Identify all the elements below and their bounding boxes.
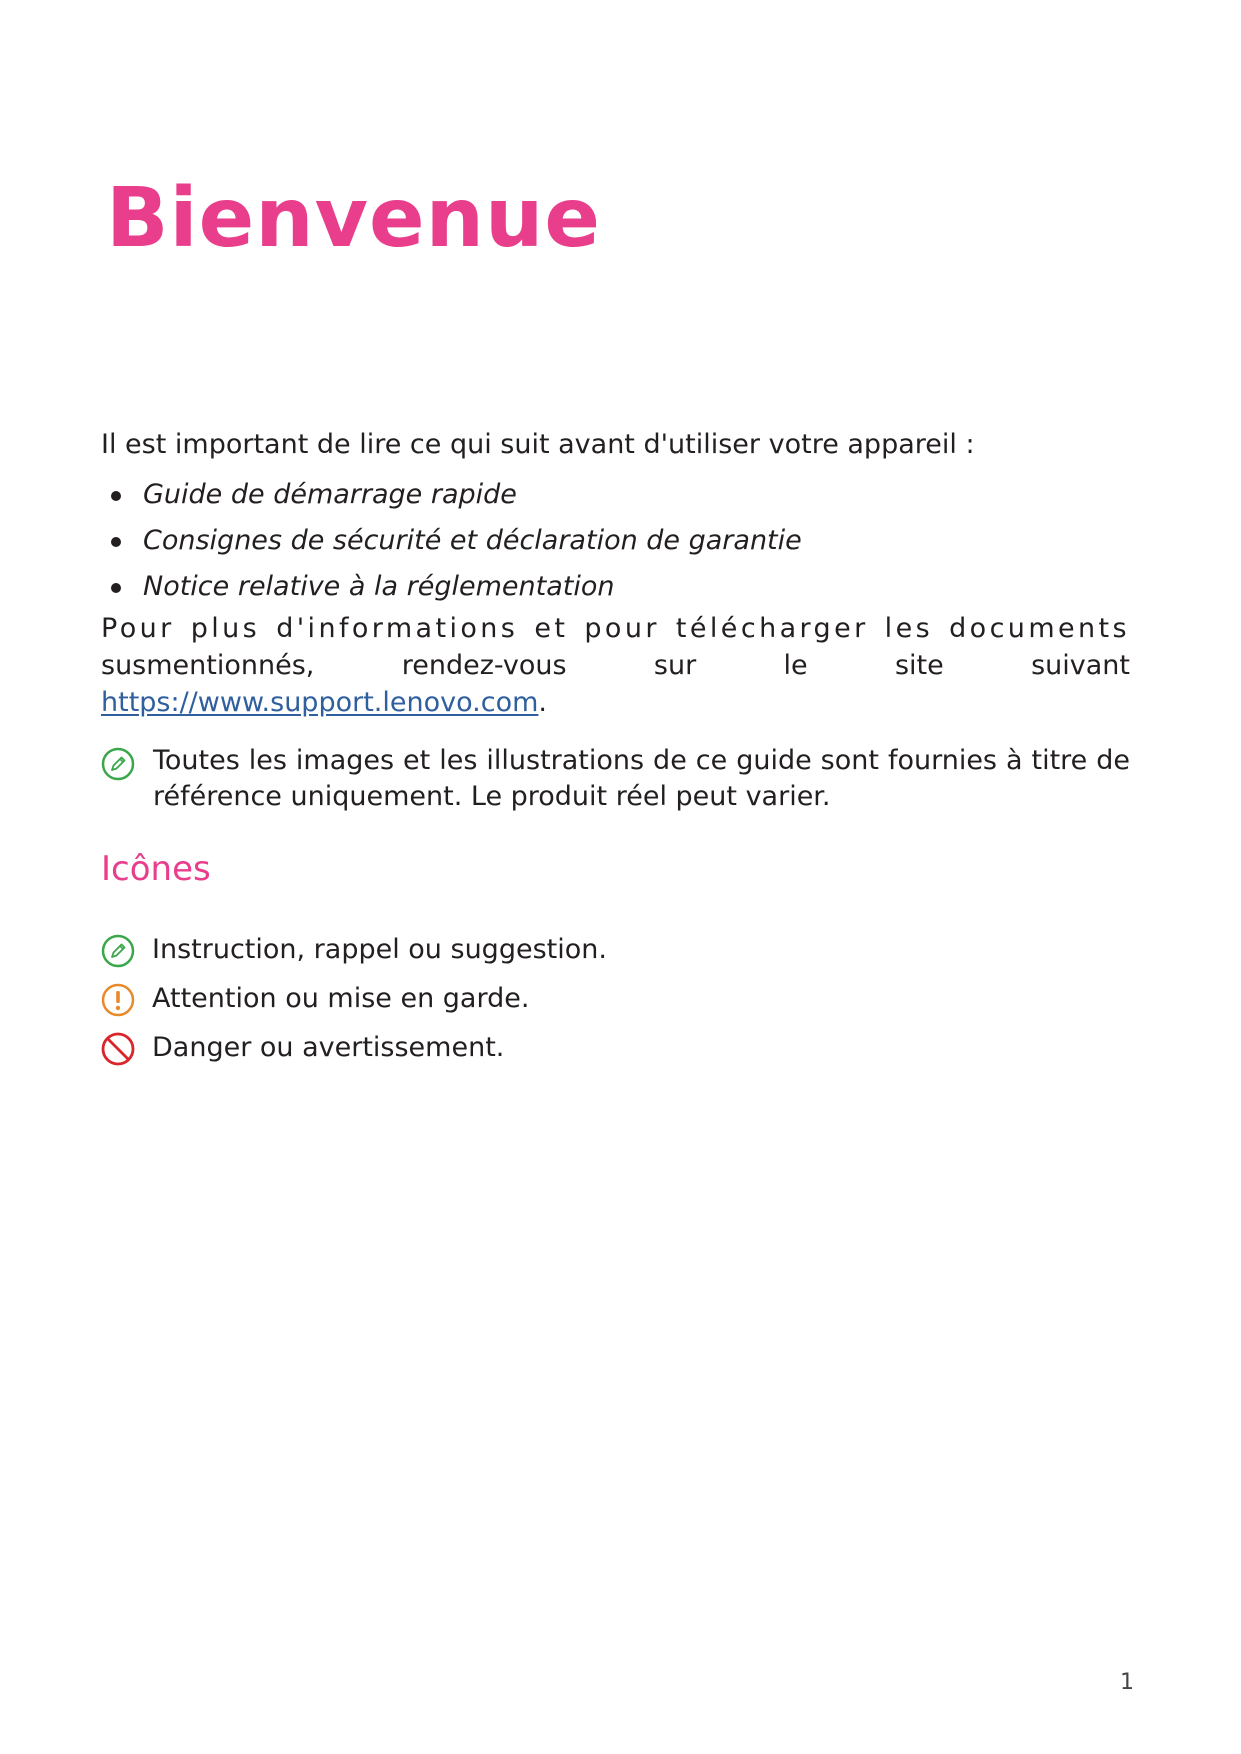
bullet-icon [111, 491, 121, 501]
more-info-line1: Pour plus d'informations et pour télécharger les documents [101, 613, 1130, 644]
more-info-line2: susmentionnés, rendez-vous sur le site suivant [101, 650, 1130, 681]
intro-text: Il est important de lire ce qui suit avant d'utiliser votre appareil : [101, 429, 975, 460]
page-number: 1 [1120, 1670, 1134, 1695]
icon-legend-label: Attention ou mise en garde. [152, 983, 530, 1014]
prohibited-danger-icon [101, 1032, 135, 1082]
icons-section-title: Icônes [101, 849, 211, 889]
document-name: Guide de démarrage rapide [143, 479, 517, 510]
more-info-end: . [538, 687, 547, 718]
list-item [101, 472, 1130, 518]
bullet-icon [111, 537, 121, 547]
more-info-paragraph [101, 610, 1130, 721]
icon-legend-label: Danger ou avertissement. [152, 1032, 505, 1063]
support-link[interactable]: https://www.support.lenovo.com [101, 687, 539, 718]
note-text: Toutes les images et les illustrations de ce guide sont fournies à titre de référence uniquement. Le produit réel peut varier. [153, 745, 1130, 812]
note-block [101, 743, 1130, 815]
icon-legend-label: Instruction, rappel ou suggestion. [152, 934, 607, 965]
list-item [101, 925, 1130, 974]
main-content [101, 426, 1130, 1072]
list-item [101, 974, 1130, 1023]
bullet-icon [111, 583, 121, 593]
icon-legend-list [101, 925, 1130, 1072]
document-name: Consignes de sécurité et déclaration de garantie [143, 525, 802, 556]
pencil-note-icon [101, 747, 135, 791]
document-name: Notice relative à la réglementation [143, 571, 615, 602]
list-item [101, 518, 1130, 564]
list-item [101, 564, 1130, 610]
document-list [101, 472, 1130, 610]
page-title: Bienvenue [106, 171, 602, 266]
list-item [101, 1023, 1130, 1072]
